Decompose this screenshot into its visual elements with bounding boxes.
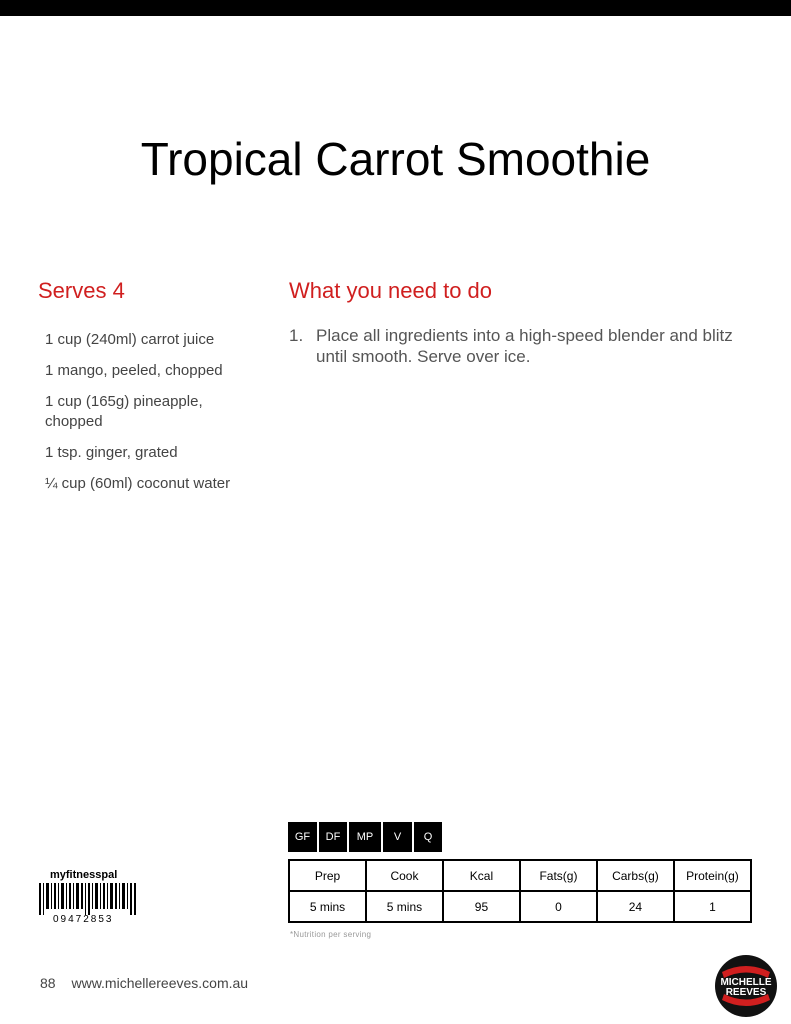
top-bar (0, 0, 791, 16)
page-number: 88 (40, 975, 56, 991)
method-steps (289, 325, 739, 367)
ingredient-item: 1 tsp. ginger, grated (45, 444, 178, 461)
diet-tag-q: Q (414, 822, 442, 852)
nutrition-header-row (289, 860, 751, 891)
nutrition-value-cell: 1 (674, 891, 751, 922)
method-step (289, 325, 739, 367)
barcode-number: 09472853 (53, 914, 114, 925)
ingredient-list (45, 330, 255, 505)
ingredient-item: 1 cup (165g) pineapple, chopped (45, 393, 203, 430)
nutrition-value-cell: 5 mins (289, 891, 366, 922)
nutrition-header-cell: Protein(g) (674, 860, 751, 891)
barcode-icon[interactable] (39, 883, 137, 915)
nutrition-value-cell: 24 (597, 891, 674, 922)
nutrition-header-cell: Cook (366, 860, 443, 891)
diet-tag-df: DF (319, 822, 347, 852)
michelle-reeves-logo-icon (714, 954, 778, 1018)
ingredient-item: 1 mango, peeled, chopped (45, 362, 223, 379)
step-number: 1. (289, 326, 304, 345)
nutrition-header-cell: Prep (289, 860, 366, 891)
step-text: Place all ingredients into a high-speed blender and blitz until smooth. Serve over ice. (316, 326, 733, 366)
diet-tag-v: V (383, 822, 412, 852)
recipe-title: Tropical Carrot Smoothie (140, 133, 651, 185)
logo-text-line1: MICHELLE (720, 977, 772, 988)
nutrition-value-cell: 0 (520, 891, 597, 922)
nutrition-header-cell: Carbs(g) (597, 860, 674, 891)
nutrition-value-row (289, 891, 751, 922)
nutrition-table (288, 859, 752, 923)
myfitnesspal-label: myfitnesspal (50, 869, 118, 881)
website-link[interactable]: www.michellereeves.com.au (71, 975, 249, 991)
nutrition-header-cell: Fats(g) (520, 860, 597, 891)
nutrition-note: *Nutrition per serving (290, 930, 372, 939)
nutrition-value-cell: 95 (443, 891, 520, 922)
logo-text-line2: REEVES (725, 987, 767, 998)
nutrition-header-cell: Kcal (443, 860, 520, 891)
ingredient-item: ¼ cup (60ml) coconut water (45, 475, 231, 492)
page-footer (40, 975, 248, 991)
ingredient-item: 1 cup (240ml) carrot juice (45, 331, 215, 348)
diet-tags (288, 822, 442, 852)
diet-tag-mp: MP (349, 822, 381, 852)
nutrition-value-cell: 5 mins (366, 891, 443, 922)
method-heading: What you need to do (289, 278, 493, 303)
serves-heading: Serves 4 (38, 278, 125, 303)
diet-tag-gf: GF (288, 822, 317, 852)
